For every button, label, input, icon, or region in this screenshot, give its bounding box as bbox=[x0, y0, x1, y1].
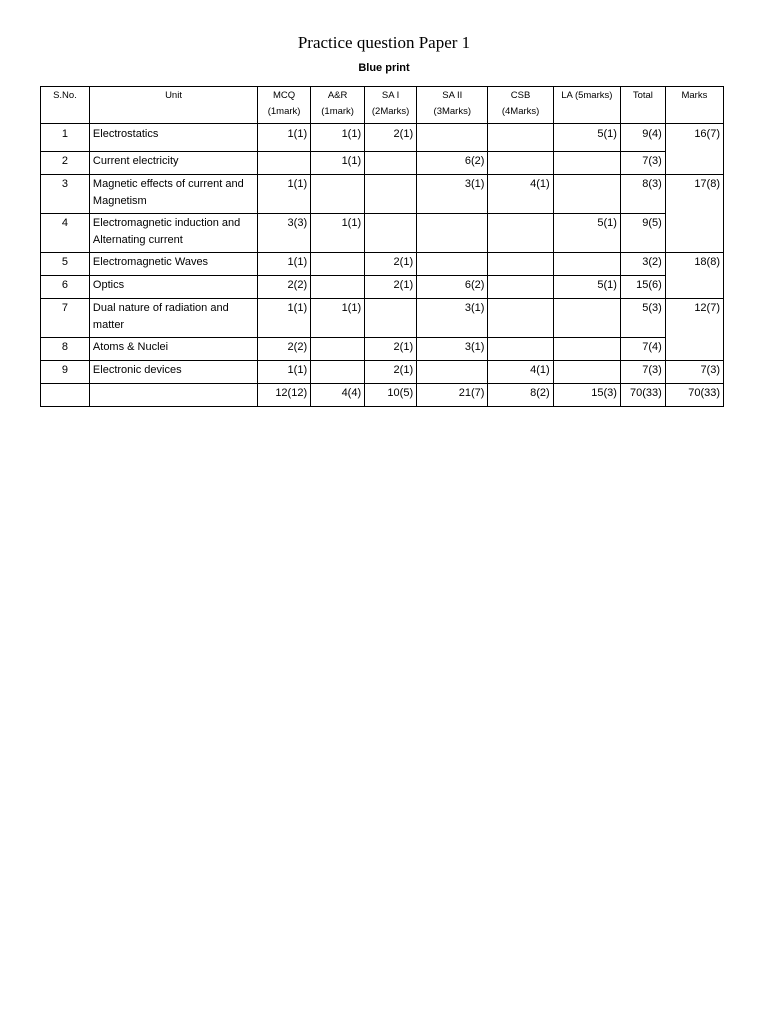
cell-ar bbox=[311, 338, 365, 361]
cell-mcq: 2(2) bbox=[258, 276, 311, 299]
cell-unit: Electromagnetic Waves bbox=[89, 253, 257, 276]
cell-marks: 7(3) bbox=[665, 361, 723, 384]
table-row bbox=[41, 124, 724, 152]
table-row bbox=[41, 338, 724, 361]
cell-sa1 bbox=[365, 152, 417, 175]
cell-mcq: 1(1) bbox=[258, 299, 311, 338]
cell-total: 7(4) bbox=[620, 338, 665, 361]
cell-total: 7(3) bbox=[620, 361, 665, 384]
cell-ar: 1(1) bbox=[311, 214, 365, 253]
page-title: Practice question Paper 1 bbox=[297, 33, 471, 52]
cell-la bbox=[553, 253, 620, 276]
cell-ar: 1(1) bbox=[311, 152, 365, 175]
cell-ar: 1(1) bbox=[311, 299, 365, 338]
header-ar: A&R (1mark) bbox=[311, 87, 365, 124]
cell-sno: 2 bbox=[41, 152, 90, 175]
cell-sa2: 3(1) bbox=[417, 299, 488, 338]
cell-csb: 4(1) bbox=[488, 175, 553, 214]
total-sa1: 10(5) bbox=[365, 384, 417, 407]
total-mcq: 12(12) bbox=[258, 384, 311, 407]
cell-sa1: 2(1) bbox=[365, 338, 417, 361]
cell-sno: 8 bbox=[41, 338, 90, 361]
cell-marks: 17(8) bbox=[665, 175, 723, 253]
cell-mcq: 3(3) bbox=[258, 214, 311, 253]
cell-csb: 4(1) bbox=[488, 361, 553, 384]
cell-sa1 bbox=[365, 175, 417, 214]
cell-sno: 7 bbox=[41, 299, 90, 338]
cell-marks: 16(7) bbox=[665, 124, 723, 175]
total-la: 15(3) bbox=[553, 384, 620, 407]
cell-sno: 3 bbox=[41, 175, 90, 214]
cell-ar bbox=[311, 361, 365, 384]
header-mcq: MCQ (1mark) bbox=[258, 87, 311, 124]
cell-la bbox=[553, 299, 620, 338]
header-total: Total bbox=[620, 87, 665, 124]
cell-total: 15(6) bbox=[620, 276, 665, 299]
table-row bbox=[41, 299, 724, 338]
cell-sa2 bbox=[417, 124, 488, 152]
header-csb: CSB (4Marks) bbox=[488, 87, 553, 124]
cell-la bbox=[553, 338, 620, 361]
cell-la bbox=[553, 152, 620, 175]
cell-csb bbox=[488, 214, 553, 253]
totals-row bbox=[41, 384, 724, 407]
table-row bbox=[41, 253, 724, 276]
cell-unit: Electronic devices bbox=[89, 361, 257, 384]
cell-sno: 5 bbox=[41, 253, 90, 276]
cell-unit: Magnetic effects of current and Magnetism bbox=[89, 175, 257, 214]
cell-ar: 1(1) bbox=[311, 124, 365, 152]
total-marks: 70(33) bbox=[665, 384, 723, 407]
total-csb: 8(2) bbox=[488, 384, 553, 407]
cell-csb bbox=[488, 124, 553, 152]
cell-sno: 1 bbox=[41, 124, 90, 152]
cell-unit bbox=[89, 384, 257, 407]
cell-sa2: 3(1) bbox=[417, 338, 488, 361]
cell-csb bbox=[488, 338, 553, 361]
cell-sa2 bbox=[417, 253, 488, 276]
cell-csb bbox=[488, 299, 553, 338]
cell-unit: Current electricity bbox=[89, 152, 257, 175]
cell-sa1: 2(1) bbox=[365, 276, 417, 299]
cell-unit: Dual nature of radiation and matter bbox=[89, 299, 257, 338]
blueprint-table bbox=[40, 86, 724, 407]
cell-sa1: 2(1) bbox=[365, 361, 417, 384]
cell-mcq: 1(1) bbox=[258, 124, 311, 152]
table-row bbox=[41, 276, 724, 299]
cell-mcq: 1(1) bbox=[258, 253, 311, 276]
header-la: LA (5marks) bbox=[553, 87, 620, 124]
cell-csb bbox=[488, 276, 553, 299]
cell-mcq: 2(2) bbox=[258, 338, 311, 361]
cell-la: 5(1) bbox=[553, 276, 620, 299]
header-marks: Marks bbox=[665, 87, 723, 124]
cell-sno: 6 bbox=[41, 276, 90, 299]
table-row bbox=[41, 214, 724, 253]
header-sa1: SA I (2Marks) bbox=[365, 87, 417, 124]
cell-total: 8(3) bbox=[620, 175, 665, 214]
cell-csb bbox=[488, 253, 553, 276]
cell-sno: 9 bbox=[41, 361, 90, 384]
cell-sno bbox=[41, 384, 90, 407]
header-unit: Unit bbox=[89, 87, 257, 124]
cell-sa1 bbox=[365, 299, 417, 338]
cell-la: 5(1) bbox=[553, 214, 620, 253]
cell-sa1: 2(1) bbox=[365, 124, 417, 152]
table-row bbox=[41, 361, 724, 384]
cell-total: 3(2) bbox=[620, 253, 665, 276]
cell-unit: Optics bbox=[89, 276, 257, 299]
cell-unit: Atoms & Nuclei bbox=[89, 338, 257, 361]
cell-ar bbox=[311, 253, 365, 276]
total-sa2: 21(7) bbox=[417, 384, 488, 407]
cell-sa2: 6(2) bbox=[417, 276, 488, 299]
table-row bbox=[41, 152, 724, 175]
cell-la: 5(1) bbox=[553, 124, 620, 152]
total-ar: 4(4) bbox=[311, 384, 365, 407]
cell-total: 9(4) bbox=[620, 124, 665, 152]
total-total: 70(33) bbox=[620, 384, 665, 407]
cell-la bbox=[553, 361, 620, 384]
cell-ar bbox=[311, 175, 365, 214]
cell-sno: 4 bbox=[41, 214, 90, 253]
cell-total: 7(3) bbox=[620, 152, 665, 175]
cell-csb bbox=[488, 152, 553, 175]
cell-ar bbox=[311, 276, 365, 299]
cell-unit: Electrostatics bbox=[89, 124, 257, 152]
cell-sa2 bbox=[417, 361, 488, 384]
cell-total: 5(3) bbox=[620, 299, 665, 338]
cell-unit: Electromagnetic induction and Alternating current bbox=[89, 214, 257, 253]
cell-marks: 18(8) bbox=[665, 253, 723, 299]
table-row bbox=[41, 175, 724, 214]
cell-total: 9(5) bbox=[620, 214, 665, 253]
cell-sa1 bbox=[365, 214, 417, 253]
header-sa2: SA II (3Marks) bbox=[417, 87, 488, 124]
cell-la bbox=[553, 175, 620, 214]
header-sno: S.No. bbox=[41, 87, 90, 124]
cell-sa2: 6(2) bbox=[417, 152, 488, 175]
cell-marks: 12(7) bbox=[665, 299, 723, 361]
cell-mcq: 1(1) bbox=[258, 361, 311, 384]
cell-mcq: 1(1) bbox=[258, 175, 311, 214]
cell-sa2: 3(1) bbox=[417, 175, 488, 214]
cell-sa1: 2(1) bbox=[365, 253, 417, 276]
cell-mcq bbox=[258, 152, 311, 175]
page-subtitle: Blue print bbox=[358, 62, 410, 74]
cell-sa2 bbox=[417, 214, 488, 253]
header-row bbox=[41, 87, 724, 124]
